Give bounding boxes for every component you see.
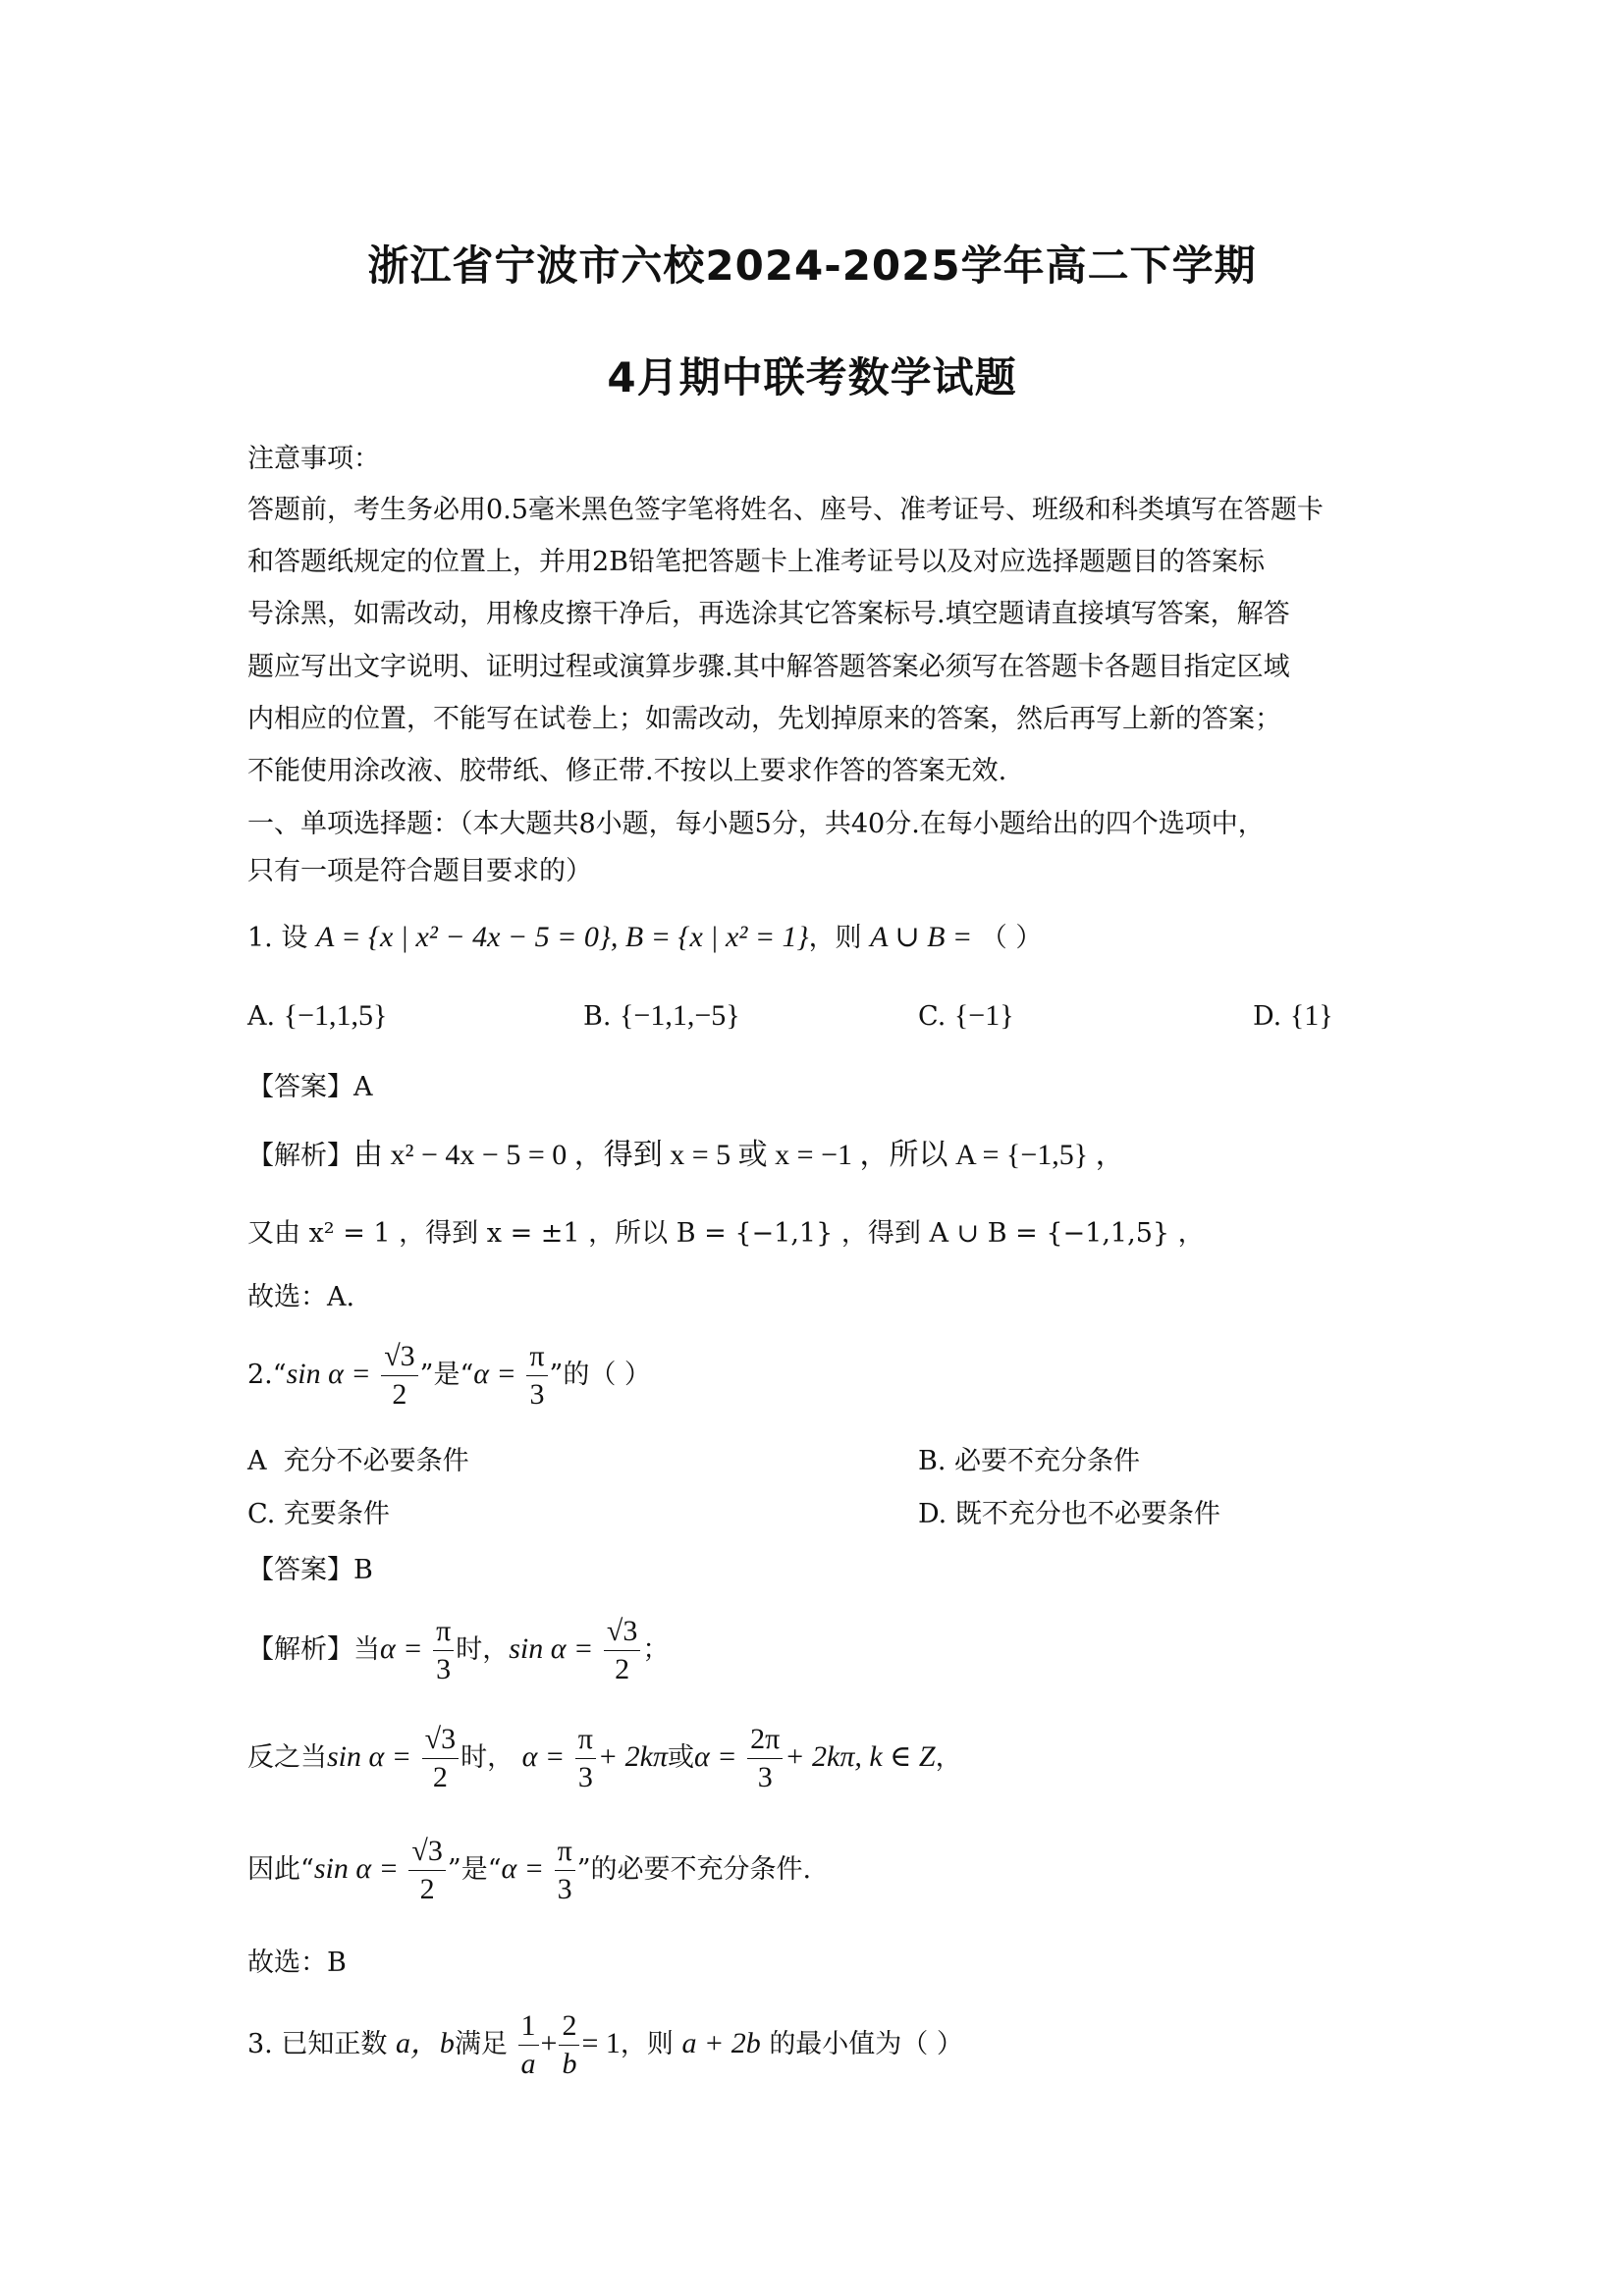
q1-option-a: A. {−1,1,5}	[247, 999, 388, 1032]
option-value: 充要条件	[283, 1499, 390, 1529]
notice-line: 答题前，考生务必用0.5毫米黑色签字笔将姓名、座号、准考证号、班级和科类填写在答题卡	[247, 495, 1324, 525]
option-value: {−1}	[953, 999, 1014, 1032]
sin-expression: sin α =	[286, 1358, 371, 1390]
option-value: 必要不充分条件	[954, 1446, 1141, 1476]
union-expression: A ∪ B =	[870, 921, 973, 953]
q2-analysis-line2: 反之当sin α = $\frac{√3}{2}$ 时， α = $\frac{\pi}{3}$ + 2kπ或α = $\frac{2\pi}{3}$ + 2kπ, k ∈ Z，	[247, 1723, 962, 1793]
question-2-stem: 2.“sin α = $\frac{√3}{2}$ ”是“α = $\frac{\pi}{3}$ ”的（ ）	[247, 1335, 651, 1415]
q2-option-c: C. 充要条件	[247, 1499, 390, 1529]
fraction-1-over-a: $\frac{1}{a}$	[518, 2007, 539, 2083]
q1-option-c: C. {−1}	[918, 999, 1014, 1032]
answer-paren: （ ）	[980, 923, 1043, 953]
question-number: 2.	[247, 1360, 273, 1390]
notice-heading: 注意事项：	[247, 444, 380, 474]
notice-line: 内相应的位置，不能写在试卷上；如需改动，先划掉原来的答案，然后再写上新的答案；	[247, 704, 1281, 734]
question-number: 1. 设	[247, 923, 308, 953]
notice-line: 号涂黑，如需改动，用橡皮擦干净后，再选涂其它答案标号.填空题请直接填写答案，解答	[247, 599, 1290, 629]
q2-analysis-line3: 因此“sin α = $\frac{√3}{2}$ ”是“α = $\frac{\pi}{3}$ ”的必要不充分条件.	[247, 1835, 812, 1905]
question-1-stem	[247, 918, 1042, 958]
analysis-text: 由 x² − 4x − 5 = 0 ，得到 x = 5 或 x = −1 ，所以 A = {−1,5} ，	[353, 1139, 1125, 1171]
stem-connector: ，则	[808, 923, 862, 953]
alpha-expression: α =	[473, 1358, 516, 1390]
q1-option-b: B. {−1,1,−5}	[583, 999, 740, 1032]
q2-answer: 【答案】B	[247, 1555, 373, 1585]
section-heading: 一、单项选择题：（本大题共8小题，每小题5分，共40分.在每小题给出的四个选项中，	[247, 809, 1265, 839]
option-value: {−1,1,−5}	[620, 999, 740, 1032]
notice-line: 题应写出文字说明、证明过程或演算步骤.其中解答题答案必须写在答题卡各题目指定区域	[247, 652, 1290, 682]
fraction-sqrt3-over-2: $\frac{√3}{2}$	[381, 1338, 417, 1414]
fraction-2-over-b: $\frac{2}{b}$	[559, 2007, 579, 2083]
option-value: 既不充分也不必要条件	[954, 1499, 1220, 1529]
q2-option-d: D. 既不充分也不必要条件	[918, 1499, 1220, 1529]
q1-option-d: D. {1}	[1253, 999, 1333, 1032]
option-value: 充分不必要条件	[283, 1446, 469, 1476]
q1-analysis-line2: 又由 x² = 1 ，得到 x = ±1 ，所以 B = {−1,1} ，得到 A ∪ B = {−1,1,5} ，	[247, 1218, 1205, 1249]
option-value: {−1,1,5}	[283, 999, 388, 1032]
set-definition: A = {x | x² − 4x − 5 = 0}, B = {x | x² = 1}	[315, 921, 809, 953]
target-expression: a + 2b	[681, 2027, 761, 2059]
q1-conclusion: 故选：A.	[247, 1282, 355, 1312]
notice-line: 和答题纸规定的位置上，并用2B铅笔把答题卡上准考证号以及对应选择题题目的答案标	[247, 547, 1266, 577]
q2-conclusion: 故选：B	[247, 1948, 347, 1978]
analysis-tag: 【解析】	[247, 1141, 353, 1171]
q1-answer: 【答案】A	[247, 1072, 373, 1102]
q2-option-b: B. 必要不充分条件	[918, 1446, 1141, 1476]
question-number: 3. 已知正数	[247, 2029, 388, 2059]
fraction-pi-over-3: $\frac{\pi}{3}$	[526, 1338, 547, 1414]
exam-title-line2: 4月期中联考数学试题	[607, 353, 1017, 401]
notice-line: 不能使用涂改液、胶带纸、修正带.不按以上要求作答的答案无效.	[247, 756, 1007, 786]
q1-analysis-line1	[247, 1136, 1125, 1176]
q2-option-a: A 充分不必要条件	[247, 1446, 469, 1476]
q2-analysis-line1: 【解析】当α = $\frac{\pi}{3}$ 时，sin α = $\frac{√3}{2}$ ；	[247, 1615, 670, 1685]
section-heading-cont: 只有一项是符合题目要求的）	[247, 856, 592, 886]
exam-title-line1: 浙江省宁波市六校2024-2025学年高二下学期	[367, 241, 1257, 290]
analysis-tag: 【解析】	[247, 1634, 353, 1665]
option-value: {1}	[1289, 999, 1333, 1032]
question-3-stem: 3. 已知正数 a，b满足 $\frac{1}{a}$ + $\frac{2}{b}$ = 1，则 a + 2b 的最小值为（ ）	[247, 2002, 963, 2086]
